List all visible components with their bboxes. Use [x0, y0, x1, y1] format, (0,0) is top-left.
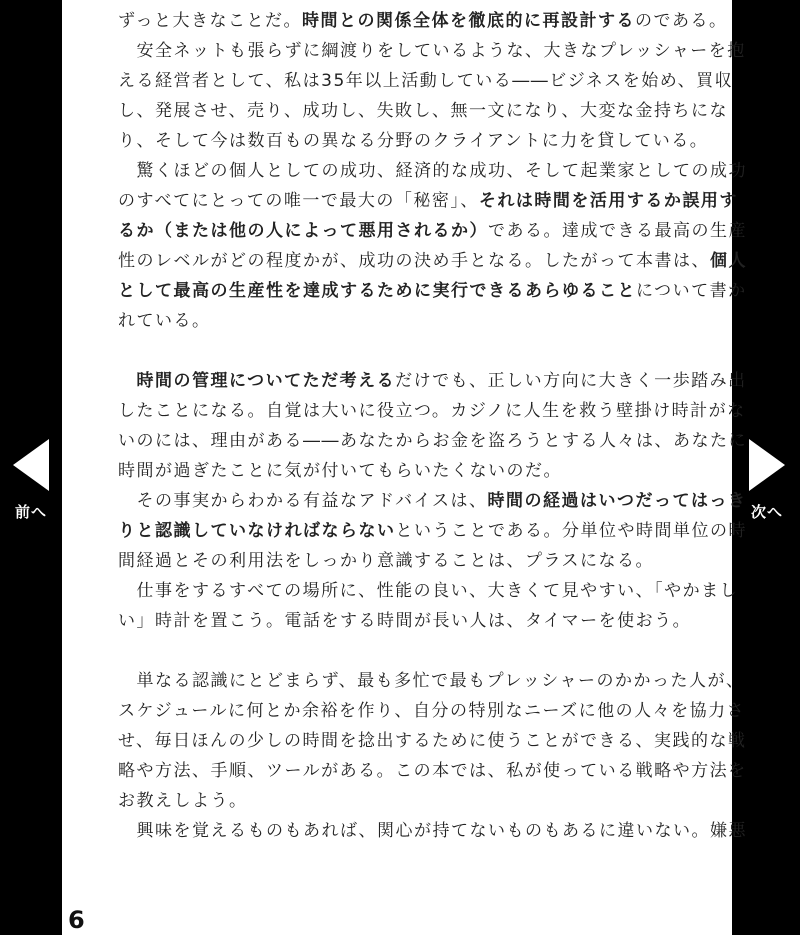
text-segment: 間経過とその利用法をしっかり意識することは、プラスになる。 — [118, 551, 654, 571]
text-line — [118, 726, 747, 756]
text-line — [118, 156, 747, 186]
next-page-button[interactable] — [734, 437, 800, 537]
prev-page-label: 前へ — [14, 503, 47, 521]
text-segment: について書か — [636, 281, 747, 301]
text-segment: お教えしよう。 — [118, 791, 248, 811]
page-text — [118, 6, 747, 846]
text-segment: のである。 — [634, 11, 728, 31]
text-line — [118, 126, 709, 156]
triangle-left-icon — [11, 437, 51, 493]
text-line — [118, 426, 747, 456]
text-segment: ずっと大きなことだ。 — [118, 11, 302, 31]
text-segment — [118, 371, 137, 391]
text-line — [118, 216, 747, 246]
bold-text-segment: として最高の生産性を達成するために実行できるあらゆること — [118, 281, 636, 301]
text-line — [118, 456, 698, 486]
text-segment: し、発展させ、売り、成功し、失敗し、無一文になり、大変な金持ちにな — [118, 101, 728, 121]
text-segment: 時間が過ぎたことに気が付いてもらいたくないのだ。 — [118, 461, 562, 481]
text-segment: 安全ネットも張らずに綱渡りをしているような、大きなプレッシャーを抱 — [118, 41, 746, 61]
page-number: 6 — [68, 906, 85, 934]
text-line — [118, 336, 698, 366]
text-segment: その事実からわかる有益なアドバイスは、 — [118, 491, 488, 511]
text-segment: だけでも、正しい方向に大きく一歩踏み出 — [395, 371, 747, 391]
text-line — [118, 546, 698, 576]
text-line — [118, 366, 747, 396]
text-line — [118, 606, 698, 636]
text-line — [118, 396, 746, 426]
text-line — [118, 516, 747, 546]
bold-text-segment: それは時間を活用するか誤用す — [478, 191, 738, 211]
text-segment: 仕事をするすべての場所に、性能の良い、大きくて見やすい、「やかまし — [118, 581, 739, 601]
text-segment: せ、毎日ほんの少しの時間を捻出するために使うことができる、実践的な戦 — [118, 731, 747, 751]
text-line — [118, 306, 698, 336]
text-segment: 興味を覚えるものもあれば、関心が持てないものもあるに違いない。嫌悪 — [118, 821, 747, 841]
text-segment: 性のレベルがどの程度かが、成功の決め手となる。したがって本書は、 — [118, 251, 710, 271]
bold-text-segment: 時間の管理についてただ考える — [136, 371, 396, 391]
text-line — [118, 96, 728, 126]
bold-text-segment: 時間の経過はいつだってはっき — [487, 491, 747, 511]
text-line — [118, 636, 698, 666]
text-line — [118, 66, 734, 96]
text-segment: える経営者として、私は35年以上活動している――ビジネスを始め、買収 — [118, 71, 734, 91]
text-line — [118, 246, 747, 276]
bold-text-segment: るか（または他の人によって悪用されるか） — [118, 221, 488, 241]
text-line — [118, 576, 739, 606]
text-segment: である。達成できる最高の生産 — [488, 221, 747, 241]
text-segment: のすべてにとっての唯一で最大の「秘密」、 — [118, 191, 479, 211]
text-line — [118, 696, 746, 726]
text-line — [118, 6, 728, 36]
text-segment: したことになる。自覚は大いに役立つ。カジノに人生を救う壁掛け時計がな — [118, 401, 746, 421]
text-line — [118, 786, 698, 816]
text-line — [118, 486, 747, 516]
text-segment: 単なる認識にとどまらず、最も多忙で最もプレッシャーのかかった人が、 — [118, 671, 745, 691]
text-segment: いのには、理由がある――あなたからお金を盗ろうとする人々は、あなたに — [118, 431, 747, 451]
text-line — [118, 816, 747, 846]
text-segment: れている。 — [118, 311, 211, 331]
text-segment: 略や方法、手順、ツールがある。この本では、私が使っている戦略や方法を — [118, 761, 747, 781]
bold-text-segment: りと認識していなければならない — [118, 521, 396, 541]
text-segment: スケジュールに何とか余裕を作り、自分の特別なニーズに他の人々を協力さ — [118, 701, 746, 721]
text-line — [118, 756, 747, 786]
bold-text-segment: 個人 — [710, 251, 747, 271]
bold-text-segment: 時間との関係全体を徹底的に再設計する — [301, 11, 635, 31]
text-segment: ということである。分単位や時間単位の時 — [395, 521, 747, 541]
text-segment: 驚くほどの個人としての成功、経済的な成功、そして起業家としての成功 — [118, 161, 747, 181]
triangle-right-icon — [747, 437, 787, 493]
prev-page-button[interactable] — [0, 437, 62, 537]
text-segment: り、そして今は数百もの異なる分野のクライアントに力を貸している。 — [118, 131, 709, 151]
text-line — [118, 666, 745, 696]
book-page — [62, 0, 747, 935]
text-line — [118, 276, 747, 306]
next-page-label: 次へ — [750, 503, 783, 521]
text-line — [118, 186, 738, 216]
text-line — [118, 36, 746, 66]
text-segment: い」時計を置こう。電話をする時間が長い人は、タイマーを使おう。 — [118, 611, 692, 631]
